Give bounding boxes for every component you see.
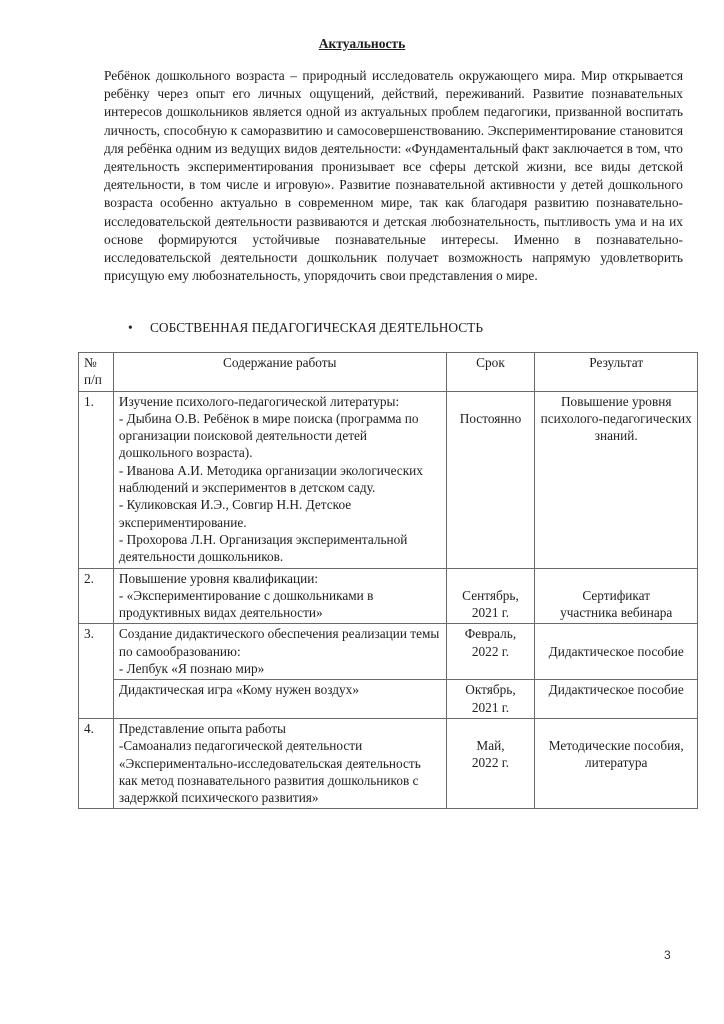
row-content: Представление опыта работы -Самоанализ педагогической деятельности «Экспериментально-исследовательская деятельность как метод познавательного развития дошкольников с задержкой психического развития» <box>113 718 446 808</box>
table-header-row <box>79 353 698 392</box>
row-term: Сентябрь, 2021 г. <box>446 568 535 624</box>
table-row <box>79 391 698 568</box>
bullet-icon: • <box>128 320 133 335</box>
document-title: Актуальность <box>318 36 406 51</box>
row-term: Октябрь, 2021 г. <box>446 680 535 719</box>
header-content: Содержание работы <box>113 353 446 392</box>
row-num: 4. <box>79 718 114 808</box>
row-result: Дидактическое пособие <box>535 680 698 719</box>
row-term: Февраль, 2022 г. <box>446 624 535 680</box>
row-content: Повышение уровня квалификации: - «Экспериментирование с дошкольниками в продуктивных видах деятельности» <box>113 568 446 624</box>
header-term: Срок <box>446 353 535 392</box>
row-num: 2. <box>79 568 114 624</box>
intro-paragraph: Ребёнок дошкольного возраста – природный исследователь окружающего мира. Мир открывается ребёнку через опыт его личных ощущений, действий, переживаний. Развитие познавательных интересов дошкольников является одной из актуальных проблем педагогики, призванной воспитать личность, способную к саморазвитию и самосовершенствованию. Экспериментирование становится для ребёнка одним из ведущих видов деятельности: «Фундаментальный факт заключается в том, что деятельность экспериментирования пронизывает все сферы детской жизни, все виды детской деятельности, в том числе и игровую». Развитие познавательной активности у детей дошкольного возраста особенно актуально в современном мире, так как благодаря развитию познавательно-исследовательской деятельности развиваются и детская любознательность, пытливость ума и на их основе формируются устойчивые познавательные интересы. Именно в познавательно-исследовательской деятельности дошкольник получает возможность напрямую удовлетворить присущую ему любознательность, упорядочить свои представления о мире. <box>104 68 683 284</box>
row-result: Повышение уровня психолого-педагогических знаний. <box>535 391 698 568</box>
row-result: Сертификат участника вебинара <box>535 568 698 624</box>
table-row <box>79 624 698 680</box>
table-row <box>79 568 698 624</box>
row-term: Постоянно <box>446 391 535 568</box>
row-content: Изучение психолого-педагогической литературы: - Дыбина О.В. Ребёнок в мире поиска (программа по организации поисковой деятельности детей дошкольного возраста). - Иванова А.И. Методика организации экологических наблюдений и экспериментов в детском саду. - Куликовская И.Э., Совгир Н.Н. Детское экспериментирование. - Прохорова Л.Н. Организация экспериментальной деятельности дошкольников. <box>113 391 446 568</box>
row-content: Дидактическая игра «Кому нужен воздух» <box>113 680 446 719</box>
row-num: 1. <box>79 391 114 568</box>
row-content: Создание дидактического обеспечения реализации темы по самообразованию: - Лепбук «Я познаю мир» <box>113 624 446 680</box>
row-result: Дидактическое пособие <box>535 624 698 680</box>
section-heading-line <box>128 319 483 337</box>
activity-table <box>78 352 698 809</box>
header-result: Результат <box>535 353 698 392</box>
table-subrow <box>79 680 698 719</box>
page-number: 3 <box>664 948 671 962</box>
header-num: № п/п <box>79 353 114 392</box>
row-result: Методические пособия, литература <box>535 718 698 808</box>
table-row <box>79 718 698 808</box>
row-num: 3. <box>79 624 114 718</box>
row-term: Май, 2022 г. <box>446 718 535 808</box>
section-heading: СОБСТВЕННАЯ ПЕДАГОГИЧЕСКАЯ ДЕЯТЕЛЬНОСТЬ <box>150 320 484 335</box>
